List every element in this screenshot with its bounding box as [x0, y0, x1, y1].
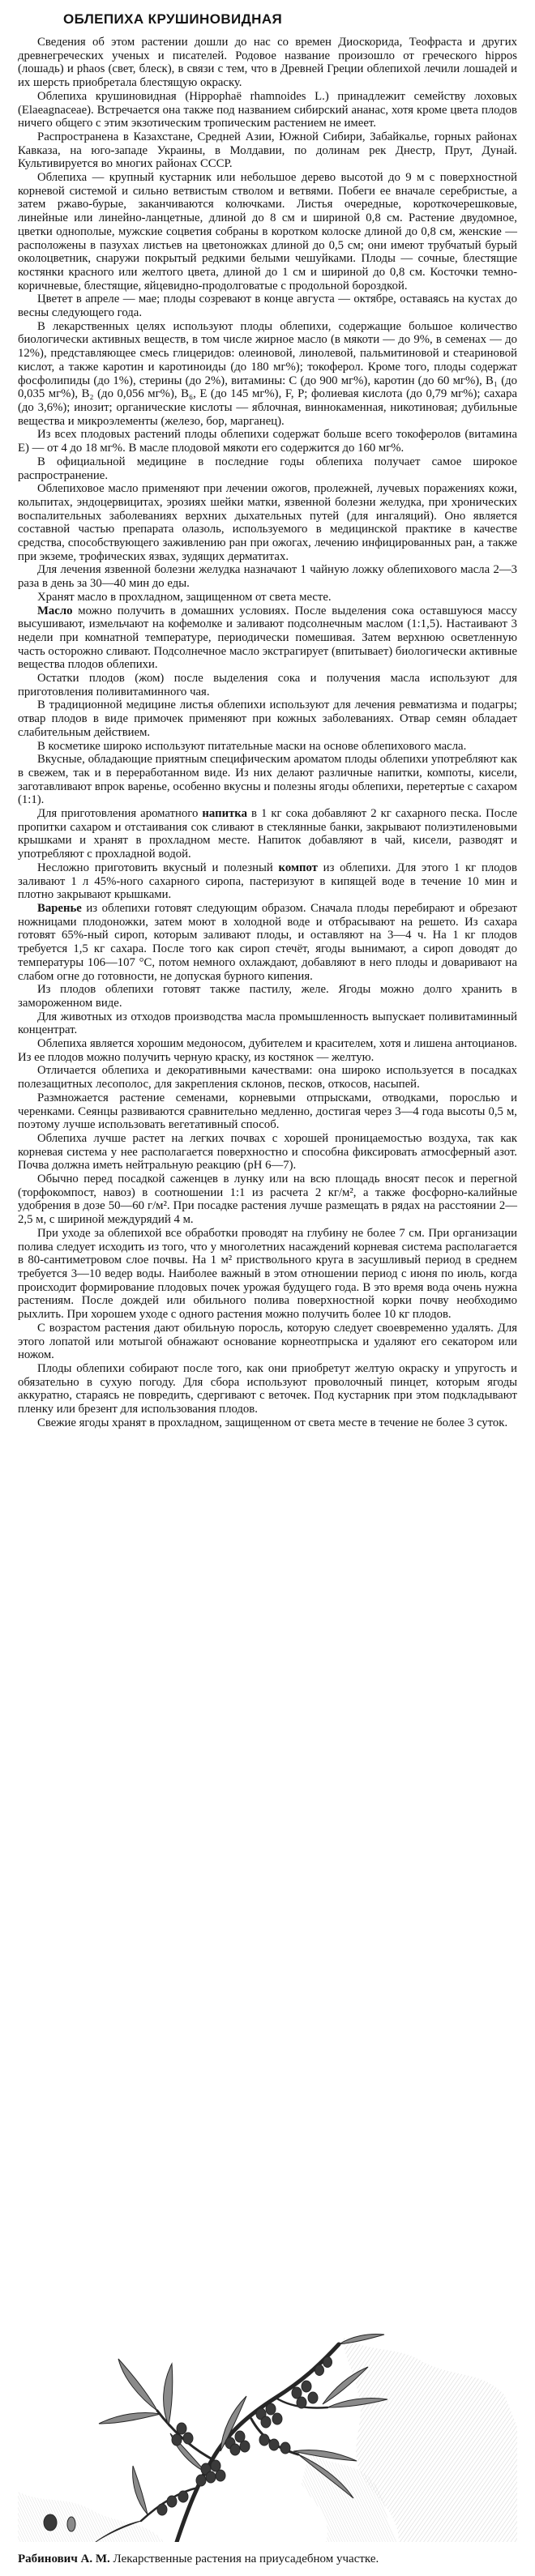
bold-term: Варенье: [37, 902, 82, 915]
article-paragraph: [18, 861, 517, 902]
paragraph-text: В косметике широко используют питательные маски на основе облепихового масла.: [37, 739, 467, 753]
bold-term: Масло: [37, 604, 73, 617]
article-paragraph: [18, 591, 517, 604]
sea-buckthorn-illustration: [18, 2330, 517, 2542]
paragraph-text: из облепихи. Для этого 1 кг плодов заливают 1 л 45%-ного сахарного сиропа, пастеризуют в кипящей воде в течение 10 мин и плотно закрывают крышками.: [18, 861, 517, 902]
paragraph-text: Цветет в апреле — мае; плоды созревают в конце августа — октябре, оставаясь на кустах до весны следующего года.: [18, 293, 517, 320]
paragraph-text: В лекарственных целях используют плоды облепихи, содержащие большое количество биологически активных веществ, в том числе жирное масло (в мякоти — до 9%, в семенах — до 12%), представляющее смесь глицеридов: олеиновой, линолевой, пальмитиновой и стеариновой кислот, а также каротин и каротиноиды (до 180 мг%); токоферол. Кроме того, плоды содержат фосфолипиды (до 1%), стерины (до 2%), витамины: C (до 900 мг%), каротин (до 60 мг%), B₁ (до 0,035 мг%), B₂ (до 0,056 мг%), B₆, E (до 145 мг%), F, P; фолиевая кислота (до 0,79 мг%); сахара (до 3,6%); инозит; органические кислоты — яблочная, виннокаменная, никотиновая; дубильные вещества и микроэлементы (железо, бор, марганец).: [18, 319, 517, 428]
paragraph-text: Облепиха является хорошим медоносом, дубителем и красителем, хотя и лишена антоцианов. Из ее плодов можно получить черную краску, из костянок — желтую.: [18, 1037, 517, 1064]
paragraph-text: Из всех плодовых растений плоды облепихи содержат больше всего токоферолов (витамина E) — от 4 до 18 мг%. В масле плодовой мякоти его содержится до 160 мг%.: [18, 428, 517, 455]
article-paragraph: [18, 320, 517, 429]
paragraph-text: Вкусные, обладающие приятным специфическим ароматом плоды облепихи употребляют как в свежем, так и в переработанном виде. Из них делают различные напитки, компоты, кисели, заготавливают впрок варенье, особенно вкусны и полезны ягоды облепихи, перетертые с сахаром (1:1).: [18, 753, 517, 807]
article-paragraph: [18, 672, 517, 698]
paragraph-text: В традиционной медицине листья облепихи используют для лечения ревматизма и подагры; отвар плодов в виде примочек применяют при кожных заболеваниях. Отвар семян обладает слабительным действием.: [18, 698, 517, 739]
article-title: ОБЛЕПИХА КРУШИНОВИДНАЯ: [63, 11, 283, 27]
article-paragraph: [18, 1091, 517, 1132]
article-paragraph: [18, 1132, 517, 1173]
article-paragraph: [18, 130, 517, 171]
source-caption: [18, 2553, 517, 2566]
paragraph-text: Для лечения язвенной болезни желудка назначают 1 чайную ложку облепихового масла 2—3 раза в день за 30—40 мин до еды.: [18, 563, 517, 591]
article-paragraph: [18, 604, 517, 673]
paragraph-text: Обычно перед посадкой саженцев в лунку или на всю площадь вносят песок и перегной (торфокомпост, навоз) в соотношении 1:1 из расчета 2 кг/м², а также фосфорно-калийные удобрения в дозе 50—60 г/м². При посадке растения лучше размещать в рядах на расстоянии 2—2,5 м, с шириной междурядий 4 м.: [18, 1173, 517, 1227]
paragraph-text: Остатки плодов (жом) после выделения сока и получения масла используют для приготовления поливитаминного чая.: [18, 672, 517, 698]
paragraph-text: Облепиха крушиновидная (Hippophaë rhamnoides L.) принадлежит семейству лоховых (Elaeagnaceae). Встречается она также под названием сибирский ананас, хотя кроме цвета плодов ничего общего с этим экзотическим тропическим растением не имеет.: [18, 89, 517, 130]
paragraph-text: можно получить в домашних условиях. После выделения сока оставшуюся массу высушивают, измельчают на кофемолке и заливают подсолнечным маслом (1:1,5). Настаивают 3 недели при комнатной температуре, периодически помешивая. Затем верхнюю осветленную часть осторожно сливают. Подсолнечное масло экстрагирует (впитывает) биологически активные вещества плодов облепихи.: [18, 604, 517, 672]
paragraph-text: Размножается растение семенами, корневыми отпрысками, отводками, порослью и черенками. Сеянцы развиваются сравнительно медленно, достигая через 3—4 года высоты 0,5 м, поэтому лучше использовать вегетативный способ.: [18, 1091, 517, 1132]
paragraph-text: Облепиха лучше растет на легких почвах с хорошей проницаемостью воздуха, так как корневая система у нее располагается поверхностно и способна фиксировать атмосферный азот. Почва должна иметь нейтральную реакцию (pH 6—7).: [18, 1131, 517, 1173]
article-paragraph: [18, 563, 517, 590]
article-paragraph: [18, 1010, 517, 1037]
paragraph-text: Свежие ягоды хранят в прохладном, защищенном от света месте в течение не более 3 суток.: [37, 1416, 508, 1429]
article-paragraph: [18, 455, 517, 482]
paragraph-text: Из плодов облепихи готовят также пастилу, желе. Ягоды можно долго хранить в замороженном виде.: [18, 983, 517, 1010]
paragraph-text: Отличается облепиха и декоративными качествами: она широко используется в посадках полезащитных лесополос, для закрепления склонов, песков, откосов, насыпей.: [18, 1064, 517, 1091]
paragraph-text: Распространена в Казахстане, Средней Азии, Южной Сибири, Забайкалье, горных районах Кавказа, на юго-западе Украины, в Молдавии, по долинам рек Днестр, Прут, Дунай. Культивируется во многих районах СССР.: [18, 130, 517, 171]
paragraph-text: Для животных из отходов производства масла промышленность выпускает поливитаминный концентрат.: [18, 1010, 517, 1037]
article-paragraph: [18, 753, 517, 807]
article-paragraph: [18, 807, 517, 861]
paragraph-text: Плоды облепихи собирают после того, как они приобретут желтую окраску и упругость и обязательно в сухую погоду. Для сбора используют проволочный пинцет, которым ягоды аккуратно, стараясь не повредить, сдергивают с веточек. Под кустарник при этом подкладывают пленку или брезент для использования плодов.: [18, 1361, 517, 1416]
article-paragraph: [18, 983, 517, 1010]
article-paragraph: [18, 698, 517, 739]
paragraph-text: При уходе за облепихой все обработки проводят на глубину не более 7 см. При организации полива следует исходить из того, что у многолетних насаждений корневая система располагается в 80-сантиметровом слое почвы. На 1 м² приствольного круга в засушливый период в среднем требуется 3—10 ведер воды. Наиболее важный в этом отношении период с июня по июль, когда происходит формирование плодовых почек урожая будущего года. В это время вода очень нужна растениям. После дождей или обильного полива поверхностной корки почву необходимо рыхлить. При хорошем уходе с одного растения можно получить более 10 кг плодов.: [18, 1226, 517, 1322]
article-paragraph: [18, 171, 517, 293]
bold-term: напитка: [202, 807, 247, 821]
caption-author: Рабинович А. М.: [18, 2553, 110, 2565]
paragraph-text: Облепиха — крупный кустарник или небольшое дерево высотой до 9 м с поверхностной корневой системой и сильно ветвистым стволом и ветвями. Побеги ее вначале серебристые, а затем ржаво-бурые, заканчиваются колючками. Листья очередные, короткочерешковые, линейные или линейно-ланцетные, длиной до 8 см и шириной 0,8 см. Растение двудомное, цветки однополые, мужские соцветия собраны в коротком колоске длиной до 0,8 см, женские — расположены в пазухах листьев на цветоножках длиной до 0,5 см; они имеют трубчатый бурый околоцветник, снаружи покрытый редкими белыми чешуйками. Плоды — сочные, блестящие костянки красного или желтого цвета, длиной до 1 см и шириной до 0,8 см. Косточки темно-коричневые, блестящие, яйцевидно-продолговатые с продольной бороздкой.: [18, 171, 517, 293]
article-paragraph: [18, 1064, 517, 1091]
article-paragraph: [18, 1362, 517, 1416]
article-paragraph: [18, 740, 517, 754]
paragraph-text: Для приготовления ароматного: [37, 807, 203, 821]
article-paragraph: [18, 1322, 517, 1362]
paragraph-text: Сведения об этом растении дошли до нас со времен Диоскорида, Теофраста и других древнегреческих ученых и писателей. Родовое название произошло от греческого hippos (лошадь) и phaos (свет, блеск), в связи с тем, что в Древней Греции облепихой лечили лошадей и их шерсть приобретала блестящую окраску.: [18, 36, 517, 90]
article-paragraph: [18, 1037, 517, 1064]
article-paragraph: [18, 482, 517, 563]
article-body: [18, 36, 517, 1429]
bold-term: компот: [278, 861, 318, 874]
paragraph-text: Облепиховое масло применяют при лечении ожогов, пролежней, лучевых поражениях кожи, кольпитах, эндоцервицитах, эрозиях шейки матки, язвенной болезни желудка, при хронических воспалительных заболеваниях верхних дыхательных путей (для ингаляций). Оно является составной частью препарата олазоль, используемого в медицинской практике в качестве средства, способствующего заживлению ран при ожогах, лечению инфицированных ран, а также при экземе, трофических язвах, зудящих дерматитах.: [18, 482, 517, 563]
article-paragraph: [18, 293, 517, 319]
paragraph-text: Хранят масло в прохладном, защищенном от света месте.: [37, 590, 332, 604]
article-paragraph: [18, 428, 517, 455]
caption-work: Лекарственные растения на приусадебном участке.: [113, 2553, 379, 2565]
berries: [157, 2357, 332, 2516]
paragraph-text: в 1 кг сока добавляют 2 кг сахарного песка. После пропитки сахаром и отстаивания сок сливают в стеклянные банки, закрывают полиэтиленовыми крышками и хранят в прохладном месте. Напиток добавляют в чай, кисели, разводят и употребляют с прохладной водой.: [18, 807, 518, 861]
paragraph-text: С возрастом растения дают обильную поросль, которую следует своевременно удалять. Для этого лопатой или мотыгой обнажают основание корнеотпрыска и удаляют его секатором или ножом.: [18, 1321, 517, 1362]
article-paragraph: [18, 902, 517, 983]
article-paragraph: [18, 90, 517, 130]
paragraph-text: Несложно приготовить вкусный и полезный: [37, 861, 279, 874]
article-paragraph: [18, 1416, 517, 1430]
article-paragraph: [18, 1173, 517, 1227]
article-paragraph: [18, 36, 517, 90]
paragraph-text: из облепихи готовят следующим образом. Сначала плоды перебирают и обрезают ножницами плодоножки, затем моют в холодной воде и отбрасывают на решето. Из сахара готовят 65%-ный сироп, которым заливают плоды, и оставляют на 3—4 ч. На 1 кг плодов требуется 1,5 кг сахара. После того как сироп стечёт, ягоды вынимают, а сироп доводят до температуры 106—107 °C, потом немного охлаждают, добавляют в него плоды и доваривают на слабом огне до готовности, не допуская бурного кипения.: [18, 902, 517, 983]
article-paragraph: [18, 1227, 517, 1322]
paragraph-text: В официальной медицине в последние годы облепиха получает самое широкое распространение.: [18, 455, 517, 482]
